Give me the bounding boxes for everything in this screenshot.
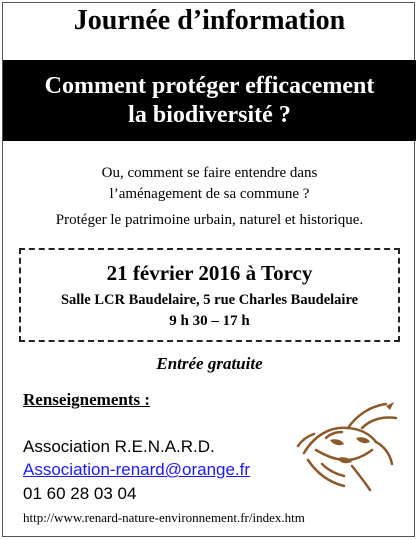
website-url[interactable]: http://www.renard-nature-environnement.fr/index.htm: [23, 510, 305, 525]
phone-number: 01 60 28 03 04: [23, 484, 137, 503]
intro-line-3: Protéger le patrimoine urbain, naturel et historique.: [55, 212, 364, 228]
email-link[interactable]: Association-renard@orange.fr: [23, 460, 251, 479]
page-title: Journée d’information: [73, 5, 346, 36]
event-box: [19, 248, 400, 342]
intro-line-2: l’aménagement de sa commune ?: [109, 186, 310, 202]
entry-note: Entrée gratuite: [156, 354, 263, 373]
banner-line-2: la biodiversité ?: [128, 102, 291, 128]
flyer: [2, 2, 415, 537]
event-date-place: 21 février 2016 à Torcy: [106, 261, 313, 285]
event-venue: Salle LCR Baudelaire, 5 rue Charles Baudelaire: [60, 292, 359, 308]
fox-logo-icon: [286, 398, 404, 493]
intro-line-1: Ou, comment se faire entendre dans: [101, 165, 318, 181]
event-hours: 9 h 30 – 17 h: [169, 313, 250, 329]
banner-line-1: Comment protéger efficacement: [44, 73, 375, 99]
association-name: Association R.E.N.A.R.D.: [23, 437, 215, 456]
info-heading: Renseignements :: [23, 390, 151, 409]
title-banner: [3, 60, 416, 141]
